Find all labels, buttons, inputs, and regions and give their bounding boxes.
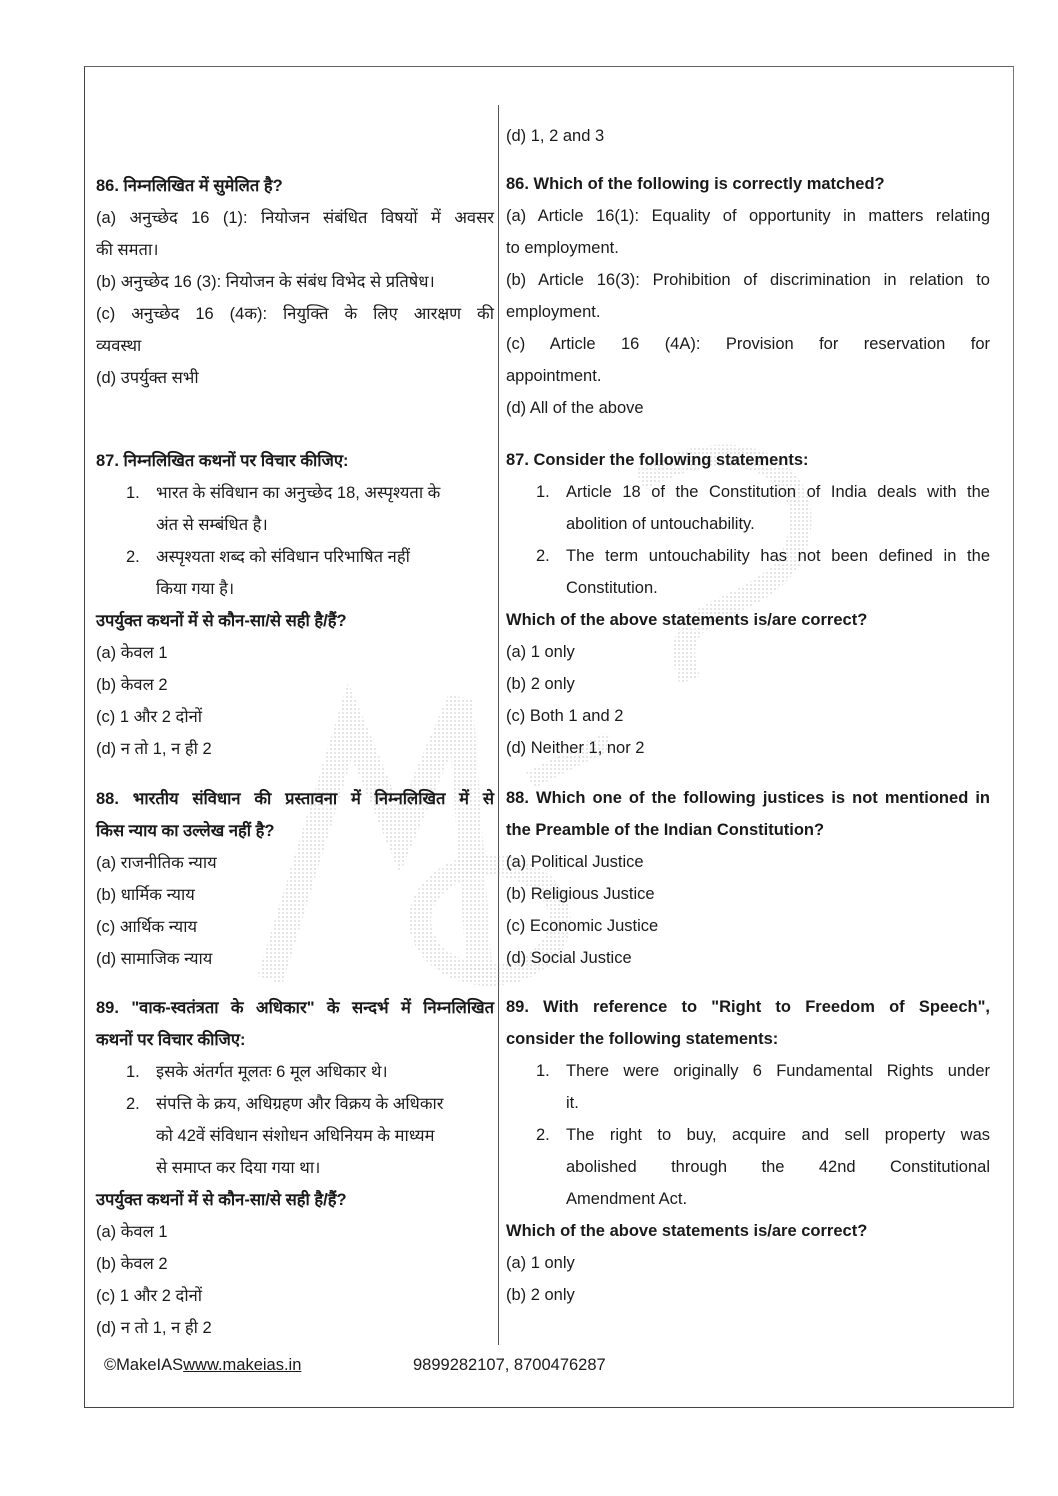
statement-1 [506,476,990,540]
copyright-text: ©MakeIAS [104,1356,184,1374]
statement-line: The term untouchability has not been defined in the [566,547,990,565]
option-c: (c) 1 और 2 दोनों [96,708,203,726]
question-title: 88. Which one of the following justices is not mentioned in [506,789,990,807]
option-a: (a) राजनीतिक न्याय [96,854,217,872]
option-a: (a) 1 only [506,1254,575,1272]
question-title: 86. निम्नलिखित में सुमेलित है? [96,177,283,195]
statement-line: Constitution. [566,579,658,597]
previous-question-option-d: (d) 1, 2 and 3 [506,127,605,145]
statement-line: इसके अंतर्गत मूलतः 6 मूल अधिकार थे। [156,1063,388,1081]
statement-text [156,1088,494,1184]
statement-number: 1. [536,1062,550,1080]
statement-text [156,1056,494,1088]
statement-line: भारत के संविधान का अनुच्छेद 18, अस्पृश्यता के [156,484,441,502]
option-c: (c) Economic Justice [506,917,659,935]
option-a: (a) केवल 1 [96,644,168,662]
statement-number: 1. [126,484,140,502]
option-a-cont: to employment. [506,239,619,257]
statement-line: अस्पृश्यता शब्द को संविधान परिभाषित नहीं [156,548,410,566]
option-a: (a) 1 only [506,643,575,661]
option-b: (b) Religious Justice [506,885,655,903]
option-a: (a) Political Justice [506,853,644,871]
question-title-cont: किस न्याय का उल्लेख नहीं है? [96,822,275,840]
q87-hindi [96,445,494,765]
statement-number: 2. [126,548,140,566]
option-c: (c) अनुच्छेद 16 (4क): नियुक्ति के लिए आरक्षण की [96,305,494,323]
statement-1 [96,1056,494,1088]
option-a: (a) अनुच्छेद 16 (1): नियोजन संबंधित विषयों में अवसर [96,209,494,227]
question-prompt: Which of the above statements is/are correct? [506,611,868,629]
q88-english [506,782,990,974]
statement-2 [506,540,990,604]
option-c: (c) Both 1 and 2 [506,707,624,725]
statement-line: abolition of untouchability. [566,515,755,533]
statement-number: 1. [126,1063,140,1081]
footer-phones: 9899282107, 8700476287 [413,1356,606,1374]
statement-number: 1. [536,483,550,501]
option-c: (c) आर्थिक न्याय [96,918,198,936]
statement-line: अंत से सम्बंधित है। [156,516,268,534]
statement-text [566,476,990,540]
option-b: (b) केवल 2 [96,1255,168,1273]
q89-english [506,991,990,1311]
statement-2 [96,1088,494,1184]
question-title-cont: कथनों पर विचार कीजिए: [96,1031,246,1049]
option-b: (b) Article 16(3): Prohibition of discrimination in relation to [506,271,990,289]
statement-line: Amendment Act. [566,1190,688,1208]
option-b: (b) 2 only [506,1286,575,1304]
option-d: (d) न तो 1, न ही 2 [96,1319,212,1337]
question-title-cont: the Preamble of the Indian Constitution? [506,821,825,839]
statement-2 [506,1119,990,1215]
statement-line: it. [566,1094,579,1112]
question-title: 89. With reference to "Right to Freedom of Speech", [506,998,990,1016]
website-link[interactable]: www.makeias.in [183,1356,302,1374]
question-title: 87. निम्नलिखित कथनों पर विचार कीजिए: [96,452,349,470]
statement-line: The right to buy, acquire and sell property was [566,1126,990,1144]
statement-number: 2. [126,1095,140,1113]
statement-line: Article 18 of the Constitution of India deals with the [566,483,990,501]
statement-line: को 42वें संविधान संशोधन अधिनियम के माध्यम [156,1127,435,1145]
option-a: (a) Article 16(1): Equality of opportunity in matters relating [506,207,990,225]
option-d: (d) All of the above [506,399,644,417]
q86-hindi [96,170,494,394]
statement-number: 2. [536,547,550,565]
option-d: (d) Neither 1, nor 2 [506,739,645,757]
question-prompt: उपर्युक्त कथनों में से कौन-सा/से सही है/हैं? [96,612,347,630]
option-a-cont: की समता। [96,241,159,259]
question-title: 86. Which of the following is correctly matched? [506,175,885,193]
option-d: (d) सामाजिक न्याय [96,950,213,968]
option-b: (b) 2 only [506,675,575,693]
question-prompt: Which of the above statements is/are correct? [506,1222,868,1240]
option-d: (d) न तो 1, न ही 2 [96,740,212,758]
option-c: (c) Article 16 (4A): Provision for reservation for [506,335,990,353]
q88-hindi [96,783,494,975]
statement-text [566,1119,990,1215]
question-title: 89. "वाक-स्वतंत्रता के अधिकार" के सन्दर्भ में निम्नलिखित [96,999,494,1017]
q87-english [506,444,990,764]
option-c-cont: appointment. [506,367,602,385]
column-divider [498,105,499,1345]
option-d: (d) उपर्युक्त सभी [96,369,199,387]
statement-text [156,477,494,541]
option-b: (b) धार्मिक न्याय [96,886,195,904]
statement-text [156,541,494,605]
option-d: (d) Social Justice [506,949,632,967]
statement-1 [96,477,494,541]
statement-text [566,1055,990,1119]
statement-number: 2. [536,1126,550,1144]
option-b: (b) केवल 2 [96,676,168,694]
statement-line: किया गया है। [156,580,235,598]
statement-line: abolished through the 42nd Constitutional [566,1158,990,1176]
option-b: (b) अनुच्छेद 16 (3): नियोजन के संबंध विभेद से प्रतिषेध। [96,273,435,291]
q86-english [506,168,990,424]
question-title: 88. भारतीय संविधान की प्रस्तावना में निम्नलिखित में से [96,790,494,808]
option-c-cont: व्यवस्था [96,337,142,355]
option-b-cont: employment. [506,303,601,321]
option-c: (c) 1 और 2 दोनों [96,1287,203,1305]
option-a: (a) केवल 1 [96,1223,168,1241]
q89-hindi [96,992,494,1344]
footer-copyright [104,1356,301,1375]
statement-line: There were originally 6 Fundamental Rights under [566,1062,990,1080]
statement-1 [506,1055,990,1119]
statement-text [566,540,990,604]
statement-line: से समाप्त कर दिया गया था। [156,1159,321,1177]
question-title: 87. Consider the following statements: [506,451,809,469]
question-title-cont: consider the following statements: [506,1030,779,1048]
statement-line: संपत्ति के क्रय, अधिग्रहण और विक्रय के अधिकार [156,1095,444,1113]
question-prompt: उपर्युक्त कथनों में से कौन-सा/से सही है/हैं? [96,1191,347,1209]
statement-2 [96,541,494,605]
